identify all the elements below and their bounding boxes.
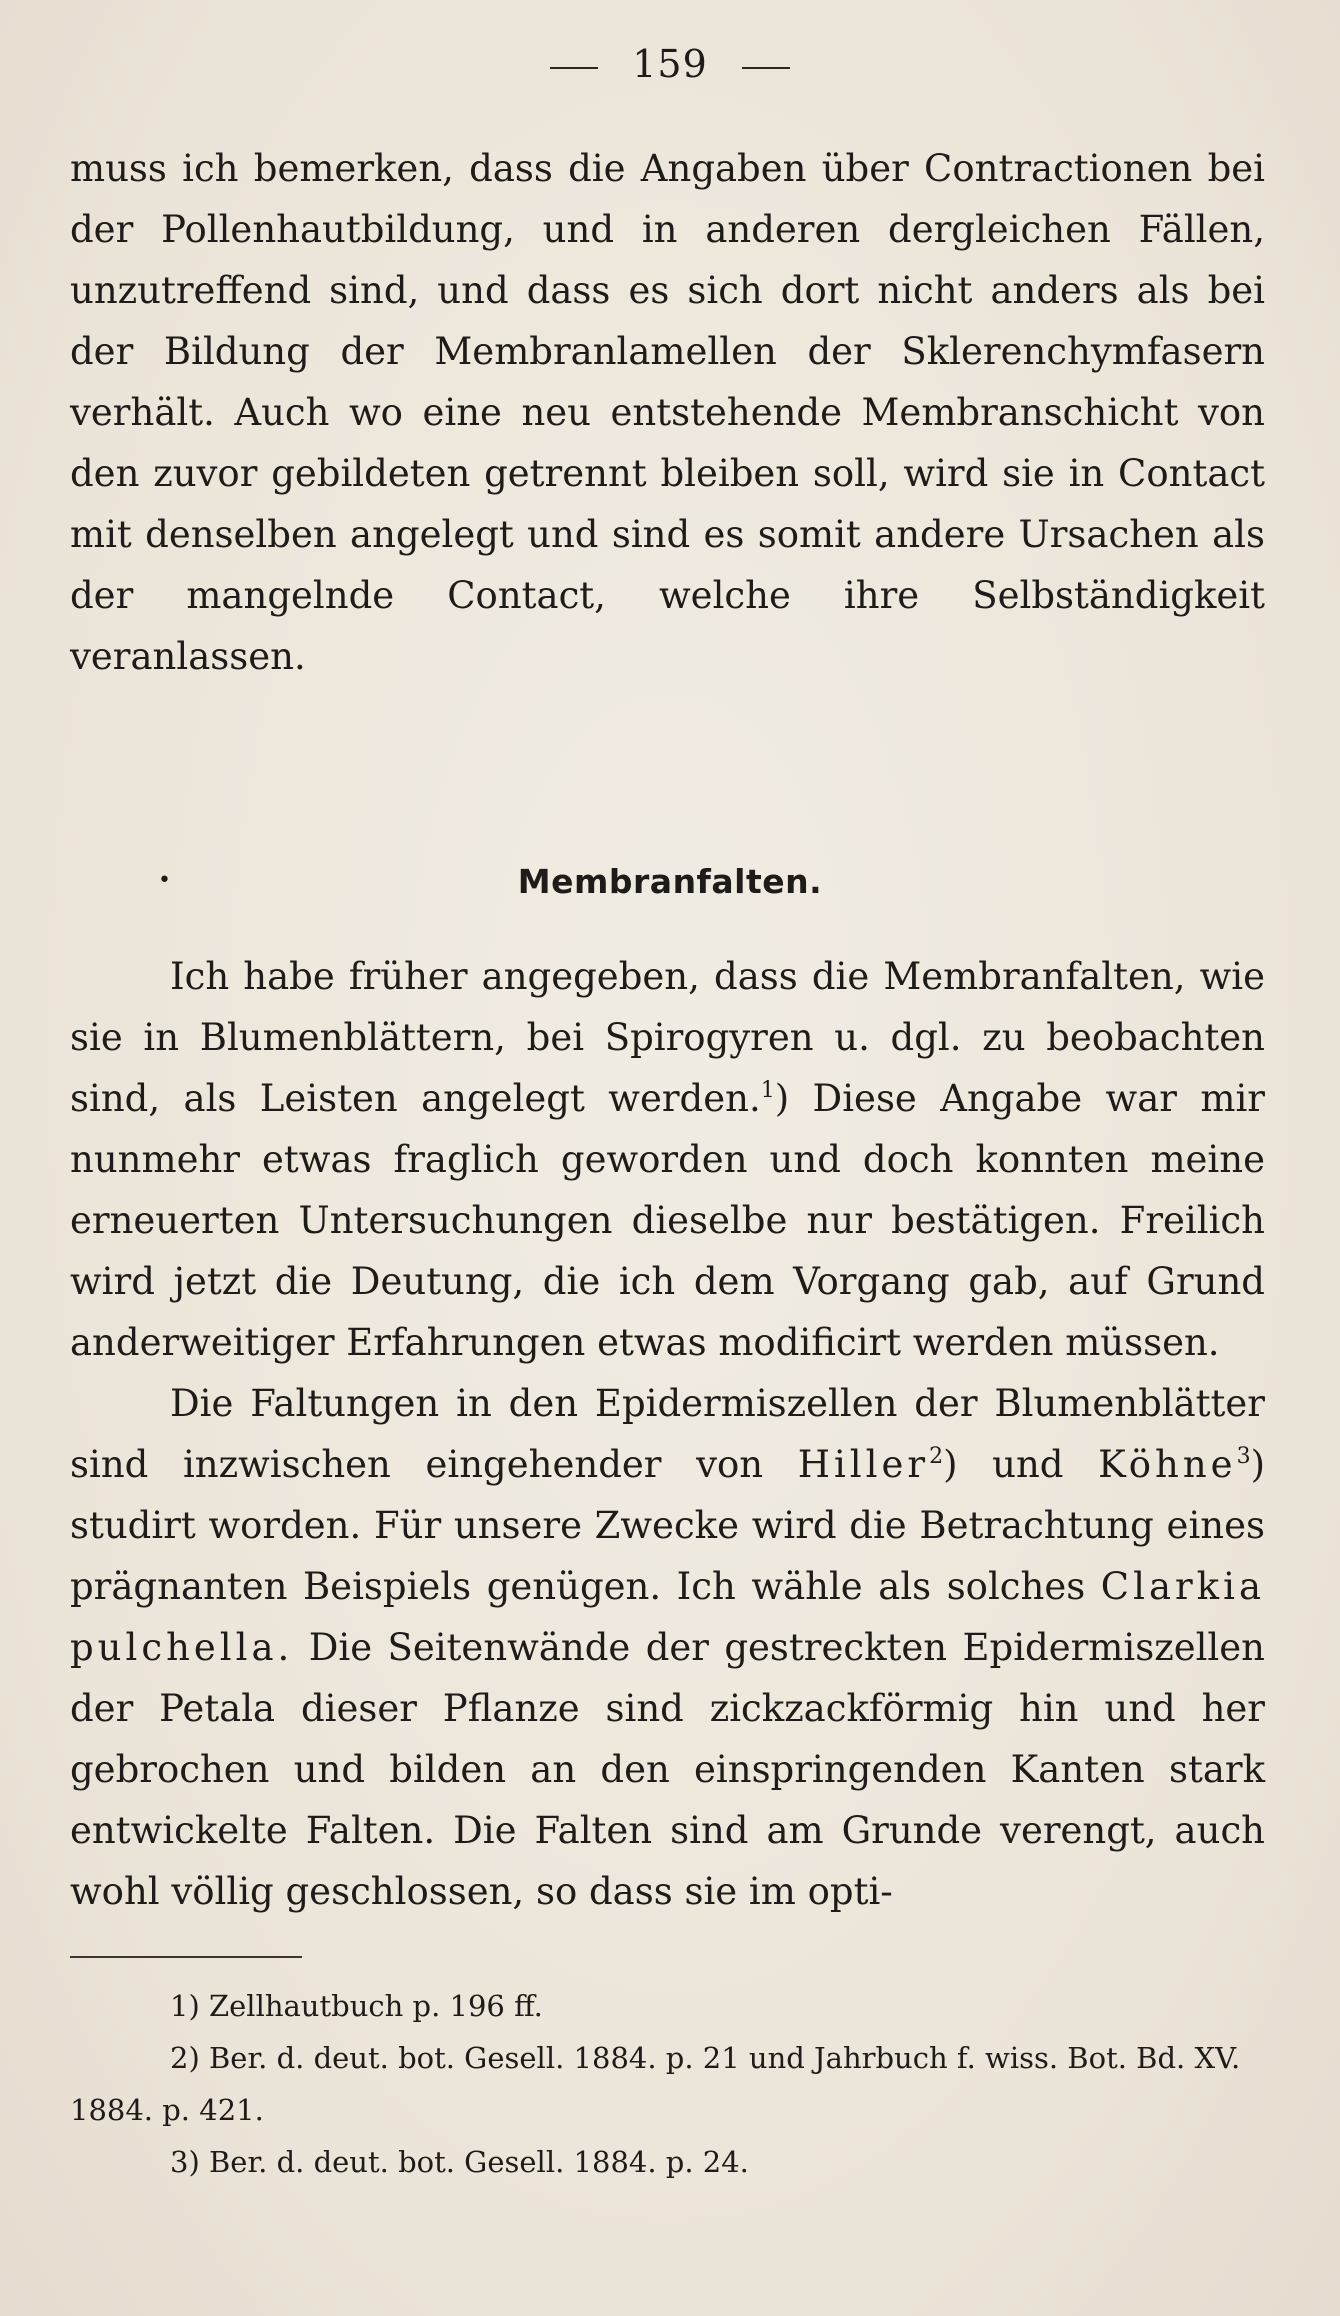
header-dash-left [550,67,598,69]
section-body [70,946,1265,1922]
footnote-ref-3: 3 [1236,1444,1251,1469]
paragraph-1 [70,946,1265,1373]
footnote-3: 3) Ber. d. deut. bot. Gesell. 1884. p. 24. [170,2145,749,2179]
paragraph-1-text-b: ) Diese Angabe war mir nunmehr etwas fraglich geworden und doch konnten meine erneuerten Untersuchungen dieselbe nur bestätigen. Freilich wird jetzt die Deutung, die ich dem Vorgang gab, auf Grund anderweitiger Erfahrungen etwas modificirt werden müssen. [70,1077,1265,1364]
section-heading: Membranfalten. [517,862,823,901]
footnote-ref-1: 1 [760,1078,775,1103]
continued-paragraph [70,138,1265,687]
author-koehne: Köhne [1098,1443,1237,1486]
species-name: Clarkia pulchella. [70,1565,1265,1669]
footnote-divider [70,1956,302,1958]
header-dash-right [742,67,790,69]
paragraph-2-text-d: Die Seitenwände der gestreckten Epidermiszellen der Petala dieser Pflanze sind zickzackförmig hin und her gebrochen und bilden an den einspringenden Kanten stark entwickelte Falten. Die Falten sind am Grunde verengt, auch wohl völlig geschlossen, so dass sie im opti- [70,1626,1265,1913]
paragraph-2-text-a: Die Faltungen in den Epidermiszellen der Blumenblätter sind inzwischen eingehender von [70,1382,1265,1486]
paragraph-text: muss ich bemerken, dass die Angaben über Contractionen bei der Pollenhautbildung, und in anderen dergleichen Fällen, unzutreffend sind, und dass es sich dort nicht anders als bei der Bildung der Membranlamellen der Sklerenchymfasern verhält. Auch wo eine neu entstehende Membranschicht von den zuvor gebildeten getrennt bleiben soll, wird sie in Contact mit denselben angelegt und sind es somit andere Ursachen als der mangelnde Contact, welche ihre Selbständigkeit veranlassen. [70,147,1265,678]
paragraph-2-text-b: ) und [943,1443,1099,1486]
footnote-2: 2) Ber. d. deut. bot. Gesell. 1884. p. 21 und Jahrbuch f. wiss. Bot. Bd. XV. 1884. p. 421. [70,2041,1241,2127]
page-header [0,42,1340,86]
paragraph-2 [70,1373,1265,1922]
paragraph-1-text-a: Ich habe früher angegeben, dass die Membranfalten, wie sie in Blumenblättern, bei Spirogyren u. dgl. zu beobachten sind, als Leisten angelegt werden. [70,955,1265,1120]
footnote-ref-2: 2 [929,1444,944,1469]
paragraph-2-text-c: ) studirt worden. Für unsere Zwecke wird die Betrachtung eines prägnanten Beispiels genügen. Ich wähle als solches [70,1443,1265,1608]
stray-mark: • [158,868,171,893]
author-hiller: Hiller [797,1443,930,1486]
footnote-1: 1) Zellhautbuch p. 196 ff. [170,1989,543,2023]
footnotes [70,1980,1265,2188]
page-number: 159 [632,42,708,86]
